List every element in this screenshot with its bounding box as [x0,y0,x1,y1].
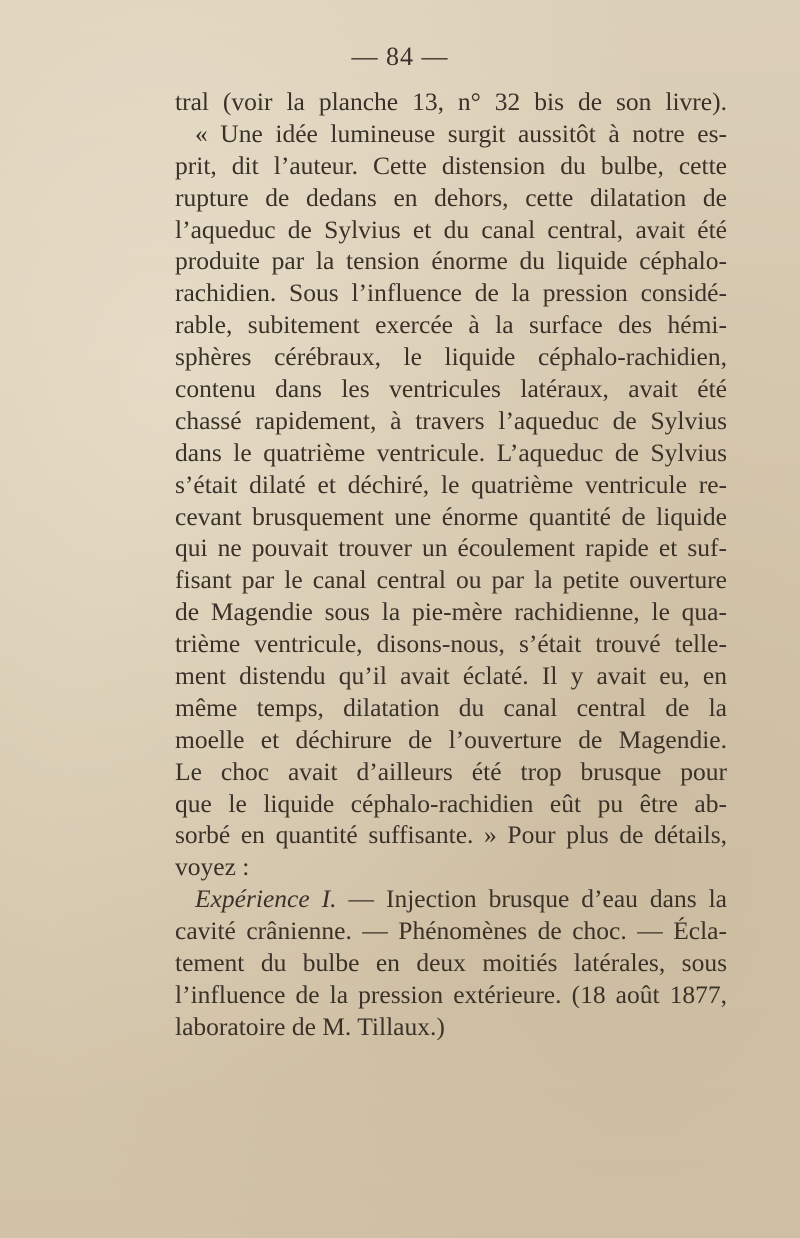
text-line: laboratoire de M. Tillaux.) [175,1011,445,1041]
text-line: sphères cérébraux, le liquide céphalo-rachidien, [175,342,727,372]
text-line: ment distendu qu’il avait éclaté. Il y avait eu, en [175,661,727,691]
text-line: moelle et déchirure de l’ouverture de Magendie. [175,724,727,754]
text-line: qui ne pouvait trouver un écoulement rapide et suf- [175,533,727,563]
text-line: fisant par le canal central ou par la petite ouverture [175,565,727,595]
text-line: rable, subitement exercée à la surface des hémi- [175,310,727,340]
text-line: dans le quatrième ventricule. L’aqueduc de Sylvius [175,437,727,467]
text-line: de Magendie sous la pie-mère rachidienne, le qua- [175,597,727,627]
experiment-text: — Injection brusque d’eau dans la [336,884,727,914]
text-line: trième ventricule, disons-nous, s’était trouvé telle- [175,629,727,659]
text-line: tral (voir la planche 13, n° 32 bis de son livre). [175,87,727,116]
text-line: même temps, dilatation du canal central de la [175,692,727,722]
text-line: voyez : [175,852,250,882]
text-line: s’était dilaté et déchiré, le quatrième ventricule re- [175,469,727,499]
text-line: produite par la tension énorme du liquide céphalo- [175,246,727,276]
text-line: que le liquide céphalo-rachidien eût pu être ab- [175,788,727,818]
text-line: prit, dit l’auteur. Cette distension du bulbe, cette [175,150,727,180]
text-line: chassé rapidement, à travers l’aqueduc de Sylvius [175,405,727,435]
page-number: — 84 — [351,42,449,71]
text-line: l’influence de la pression extérieure. (18 août 1877, [175,979,727,1009]
body-text [175,86,727,1043]
text-line: tement du bulbe en deux moitiés latérales, sous [175,948,727,978]
text-line: cevant brusquement une énorme quantité de liquide [175,501,727,531]
text-line: « Une idée lumineuse surgit aussitôt à notre es- [195,118,727,148]
experiment-label: Expérience I. [195,884,337,914]
text-line: contenu dans les ventricules latéraux, avait été [175,374,727,404]
text-line: rachidien. Sous l’influence de la pression considé- [175,278,727,308]
text-line: Le choc avait d’ailleurs été trop brusque pour [175,756,727,786]
text-line: sorbé en quantité suffisante. » Pour plus de détails, [175,820,727,850]
experiment-heading-line [175,883,727,915]
text-line: l’aqueduc de Sylvius et du canal central, avait été [175,214,727,244]
text-line: cavité crânienne. — Phénomènes de choc. — Écla- [175,916,727,946]
text-line: rupture de dedans en dehors, cette dilatation de [175,182,727,212]
